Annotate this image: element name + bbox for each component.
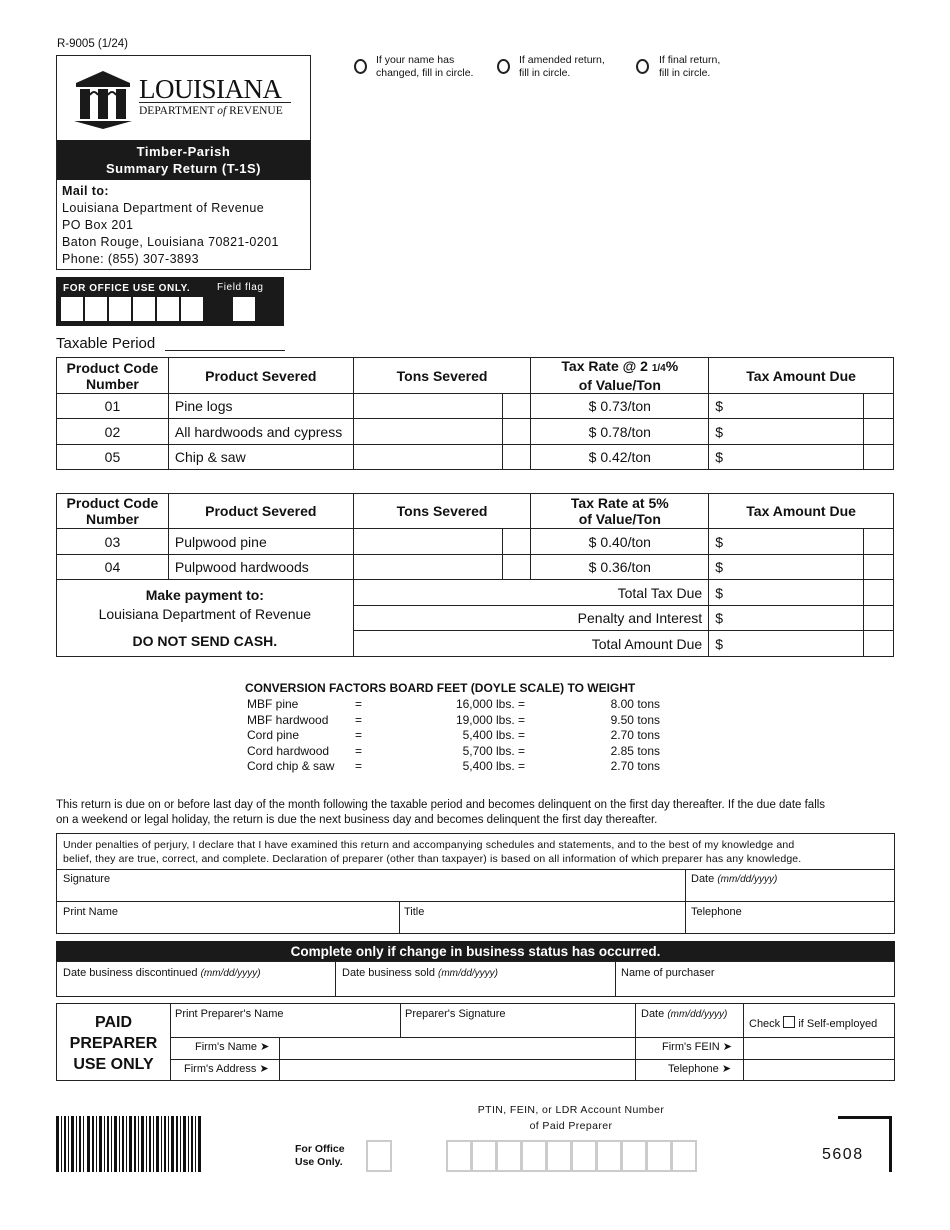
col-header-tons: Tons Severed [353,358,531,394]
arrow-right-icon: ➤ [260,1041,270,1053]
conversion-row: Cord pine = 5,400 lbs. = 2.70 tons [247,728,660,742]
office-box [133,297,155,321]
amount-due-input[interactable]: $ [709,394,864,419]
table-row [57,419,894,445]
taxable-period-input[interactable] [165,350,285,351]
taxable-period-label: Taxable Period [56,335,156,352]
purchaser-name-field[interactable]: Name of purchaser [621,967,715,979]
office-use-box [366,1140,392,1172]
product-severed: Pulpwood hardwoods [168,555,353,580]
preparer-date-field[interactable]: Date (mm/dd/yyyy) [641,1008,728,1020]
cents-input[interactable] [863,394,893,419]
arrow-right-icon: ➤ [722,1041,732,1053]
status-change-section [56,961,895,997]
col-header-product: Product Severed [168,494,353,529]
total-tax-input[interactable]: $ [709,580,864,606]
tons-fraction-input[interactable] [503,394,531,419]
col-header-due: Tax Amount Due [709,358,894,394]
product-code: 02 [57,419,169,445]
preparer-telephone-input[interactable] [744,1060,894,1080]
arrow-right-icon: ➤ [259,1063,269,1075]
amount-due-input[interactable]: $ [709,529,864,555]
agency-box [56,55,311,270]
arrow-right-icon: ➤ [721,1063,732,1075]
amount-due-input[interactable]: $ [709,555,864,580]
preparer-telephone-label: Telephone ➤ [668,1063,732,1075]
conversion-table [247,697,660,775]
col-header-code: Product Code Number [57,494,169,529]
total-amount-input[interactable]: $ [709,631,864,657]
amount-due-input[interactable]: $ [709,419,864,445]
penalty-input[interactable]: $ [709,606,864,631]
preparer-signature-field[interactable]: Preparer's Signature [405,1008,506,1020]
date-field[interactable]: Date (mm/dd/yyyy) [691,873,778,885]
agency-dept: DEPARTMENT of REVENUE [139,105,283,117]
tons-fraction-input[interactable] [503,555,531,580]
product-code: 01 [57,394,169,419]
col-header-code: Product Code Number [57,358,169,394]
tax-rate: $ 0.78/ton [531,419,709,445]
signature-field[interactable]: Signature [63,873,111,885]
product-code: 04 [57,555,169,580]
name-changed-circle[interactable] [354,59,367,74]
date-discontinued-field[interactable]: Date business discontinued (mm/dd/yyyy) [63,967,261,979]
total-tax-row [57,580,894,606]
mail-to: Mail to: Louisiana Department of Revenue PO Box 201 Baton Rouge, Louisiana 70821-0201 Phone: (855) 307-3893 [62,184,279,266]
table-row [57,445,894,470]
amended-return-circle[interactable] [497,59,510,74]
conversion-row: MBF pine = 16,000 lbs. = 8.00 tons [247,697,660,711]
name-changed-label: If your name has changed, fill in circle. [376,54,474,79]
product-severed: Pine logs [168,394,353,419]
ptin-label: PTIN, FEIN, or LDR Account Number of Paid Preparer [477,1104,665,1132]
penalty-label: Penalty and Interest [353,606,709,631]
office-box [61,297,83,321]
title-field[interactable]: Title [404,906,425,918]
col-header-rate: Tax Rate @ 2 1/4% of Value/Ton [531,358,709,394]
conversion-row: MBF hardwood = 19,000 lbs. = 9.50 tons [247,712,660,727]
amount-due-input[interactable]: $ [709,445,864,470]
date-sold-field[interactable]: Date business sold (mm/dd/yyyy) [342,967,499,979]
tax-rate: $ 0.73/ton [531,394,709,419]
office-use-block: FOR OFFICE USE ONLY. Field flag [56,277,284,326]
total-tax-label: Total Tax Due [353,580,709,606]
field-flag-box [233,297,255,321]
office-box [157,297,179,321]
form-number: 5608 [822,1146,864,1163]
status-change-header: Complete only if change in business status has occurred. [56,941,895,962]
tons-input[interactable] [353,394,503,419]
louisiana-logo-icon [72,69,134,129]
footer-office-use: For Office Use Only. [295,1143,345,1168]
agency-name: LOUISIANA [139,74,282,104]
print-name-field[interactable]: Print Name [63,906,119,918]
barcode-icon [56,1116,204,1172]
conversion-row: Cord chip & saw = 5,400 lbs. = 2.70 tons [247,759,660,773]
amended-return-label: If amended return, fill in circle. [519,54,605,79]
signature-section [56,833,895,934]
tons-input[interactable] [353,555,503,580]
office-box [181,297,203,321]
product-severed: All hardwoods and cypress [168,419,353,445]
tax-table-2-25pct [56,357,894,470]
table-row [57,529,894,555]
cents-input[interactable] [863,529,893,555]
tons-fraction-input[interactable] [503,419,531,445]
col-header-due: Tax Amount Due [709,494,894,529]
tax-rate: $ 0.42/ton [531,445,709,470]
firm-fein-input[interactable] [744,1038,894,1059]
tons-input[interactable] [353,419,503,445]
agency-divider [139,102,291,103]
cents-input[interactable] [863,606,893,631]
firm-fein-label: Firm's FEIN ➤ [662,1041,732,1053]
table-row [57,394,894,419]
office-box [85,297,107,321]
due-notice: This return is due on or before last day of the month following the taxable period and becomes delinquent on the first day thereafter. If the due date falls on a weekend or legal holiday, the return is due the next business day and becomes delinquent the first day thereafter. [56,799,826,826]
cents-input[interactable] [863,445,893,470]
tons-input[interactable] [353,529,503,555]
telephone-field[interactable]: Telephone [691,906,742,918]
tax-rate: $ 0.36/ton [531,555,709,580]
tons-fraction-input[interactable] [503,529,531,555]
tons-fraction-input[interactable] [503,445,531,470]
firm-address-input[interactable] [280,1060,634,1080]
final-return-circle[interactable] [636,59,649,74]
paid-preparer-title: PAID PREPARER USE ONLY [69,1014,158,1073]
firm-name-label: Firm's Name ➤ [195,1041,270,1053]
office-box [109,297,131,321]
table-row [57,555,894,580]
form-title: Timber-Parish Summary Return (T-1S) [57,140,310,180]
self-employed-check: Check if Self-employed [749,1018,878,1030]
cents-input[interactable] [863,419,893,445]
ptin-input[interactable] [446,1140,696,1172]
cents-input[interactable] [863,631,893,657]
tons-input[interactable] [353,445,503,470]
preparer-name-field[interactable]: Print Preparer's Name [175,1008,284,1020]
payment-instructions: Make payment to: Louisiana Department of Revenue DO NOT SEND CASH. [57,580,354,657]
cents-input[interactable] [863,555,893,580]
firm-name-input[interactable] [280,1038,634,1059]
perjury-statement: Under penalties of perjury, I declare that I have examined this return and accompanying schedules and statements, and to the best of my knowledge and belief, they are true, correct, and complete. Declaration of preparer (other than taxpayer) is based on all information of which preparer has any knowledge. [63,839,802,865]
form-id: R-9005 (1/24) [57,38,128,50]
firm-address-label: Firm's Address ➤ [184,1063,269,1075]
conversion-row: Cord hardwood = 5,700 lbs. = 2.85 tons [247,743,660,758]
product-code: 05 [57,445,169,470]
self-employed-checkbox[interactable] [783,1016,795,1028]
paid-preparer-section [56,1003,895,1081]
col-header-product: Product Severed [168,358,353,394]
product-code: 03 [57,529,169,555]
product-severed: Chip & saw [168,445,353,470]
conversion-title: CONVERSION FACTORS BOARD FEET (DOYLE SCALE) TO WEIGHT [245,681,636,695]
tax-table-5pct [56,493,894,657]
col-header-rate: Tax Rate at 5% of Value/Ton [531,494,709,529]
product-severed: Pulpwood pine [168,529,353,555]
tax-rate: $ 0.40/ton [531,529,709,555]
cents-input[interactable] [863,580,893,606]
final-return-label: If final return, fill in circle. [659,54,721,79]
total-amount-label: Total Amount Due [353,631,709,657]
col-header-tons: Tons Severed [353,494,531,529]
